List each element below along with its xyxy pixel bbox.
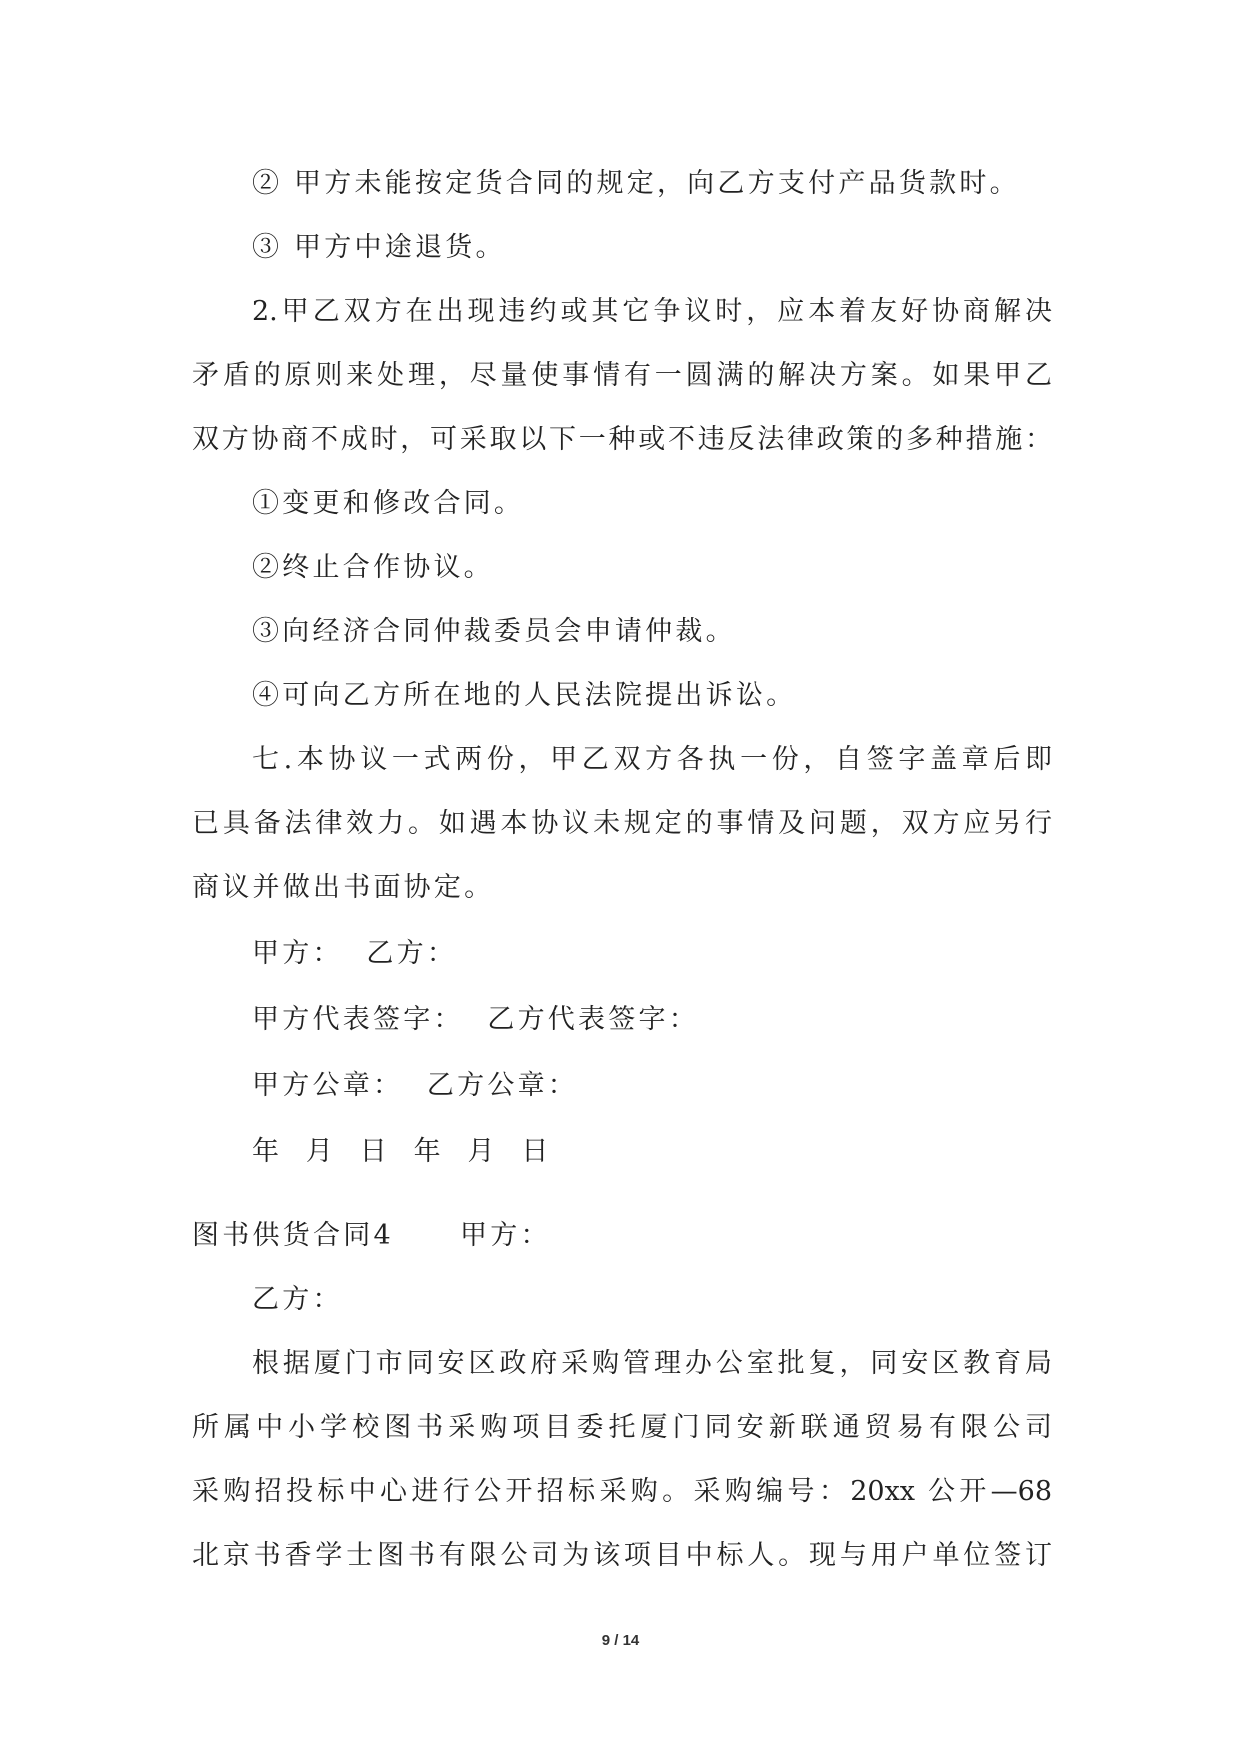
paragraph-line: ② 甲方未能按定货合同的规定，向乙方支付产品货款时。 — [252, 168, 1020, 199]
signature-seals: 甲方公章： 乙方公章： — [252, 1070, 579, 1101]
signature-dates: 年 月 日 年 月 日 — [252, 1136, 552, 1167]
list-item: ①变更和修改合同。 — [252, 488, 525, 519]
signature-parties: 甲方： 乙方： — [252, 938, 458, 969]
paragraph-line: 根据厦门市同安区政府采购管理办公室批复，同安区教育局 — [252, 1348, 1052, 1379]
paragraph-line: 所属中小学校图书采购项目委托厦门同安新联通贸易有限公司 — [192, 1412, 1052, 1443]
page-number: 9 / 14 — [601, 1632, 640, 1649]
paragraph-line: 2.甲乙双方在出现违约或其它争议时，应本着友好协商解决 — [252, 296, 1052, 327]
list-item: ②终止合作协议。 — [252, 552, 494, 583]
paragraph-line: 双方协商不成时，可采取以下一种或不违反法律政策的多种措施： — [192, 424, 1052, 455]
paragraph-line: 采购招投标中心进行公开招标采购。采购编号：20xx 公开—68 — [192, 1476, 1052, 1507]
party-a-label: 甲方： — [460, 1220, 551, 1251]
party-b-label: 乙方： — [252, 1284, 343, 1315]
paragraph-line: ③ 甲方中途退货。 — [252, 232, 506, 263]
paragraph-line: 矛盾的原则来处理，尽量使事情有一圆满的解决方案。如果甲乙 — [192, 360, 1052, 391]
paragraph-line: 已具备法律效力。如遇本协议未规定的事情及问题，双方应另行 — [192, 808, 1052, 839]
paragraph-line: 七.本协议一式两份，甲乙双方各执一份，自签字盖章后即 — [252, 744, 1052, 775]
section-title: 图书供货合同4 — [192, 1220, 394, 1251]
list-item: ③向经济合同仲裁委员会申请仲裁。 — [252, 616, 736, 647]
list-item: ④可向乙方所在地的人民法院提出诉讼。 — [252, 680, 797, 711]
paragraph-line: 北京书香学士图书有限公司为该项目中标人。现与用户单位签订 — [192, 1540, 1052, 1571]
signature-representatives: 甲方代表签字： 乙方代表签字： — [252, 1004, 700, 1035]
paragraph-line: 商议并做出书面协定。 — [192, 872, 495, 903]
